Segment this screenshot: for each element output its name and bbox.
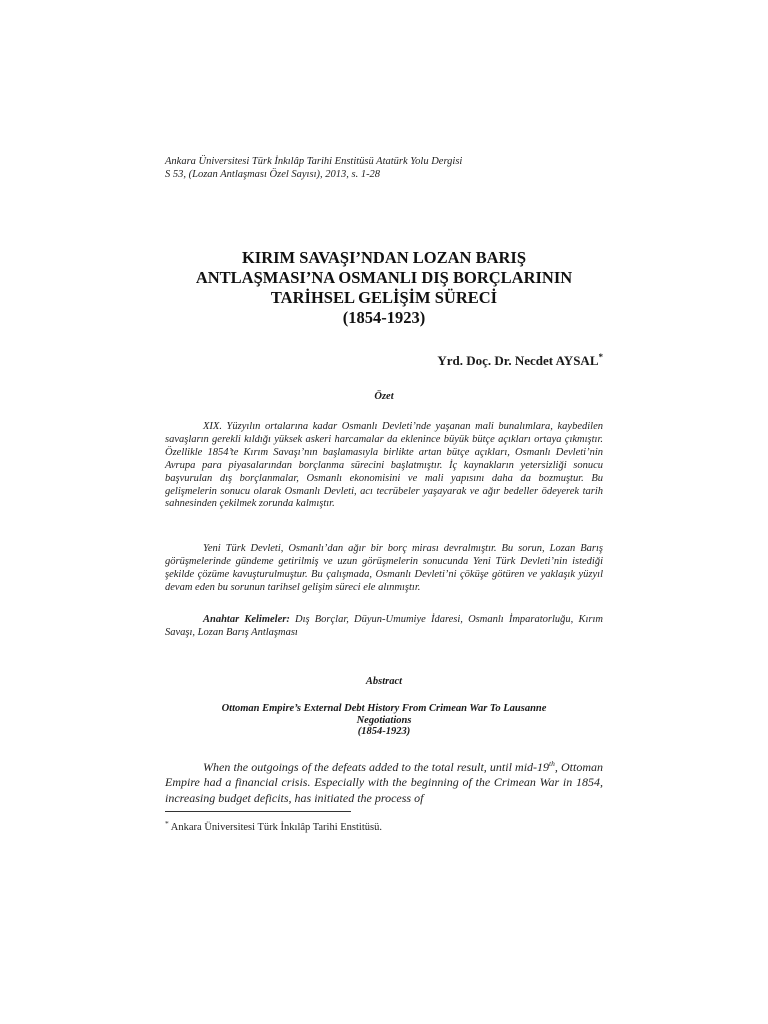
english-title-line-1: Ottoman Empire’s External Debt History From Crimean War To Lausanne [221,703,547,714]
author-line [165,352,603,369]
article-title [165,248,603,328]
footnote [165,817,603,834]
ozet-paragraph-1-text: XIX. Yüzyılın ortalarına kadar Osmanlı Devleti’nde yaşanan mali bunalımlara, kaybedilen savaşların gerekli kıldığı yüksek askeri harcamalar da eklenince büyük bütçe açıkları ortaya çıkmıştır. Özellikle 1854’te Kırım Savaşı’nın başlamasıyla birlikte artan bütçe açıkları, Osmanlı Devleti’nin Avrupa para piyasalarından borçlanma sürecini başlatmıştır. İç kaynakların yetersizliği sonucu başvurulan dış borçlanmalar, Osmanlı ekonomisini ve mali yapısını daha da bozmuştur. Bu gelişmelerin sonucu olarak Osmanlı Devleti, acı tecrübeler yaşayarak ve ağır bedeller ödeyerek tarih sahnesinden çekilmek zorunda kalmıştır. [165,421,603,510]
abstract-superscript: th [549,759,555,768]
keywords-text [165,614,603,640]
keywords-paragraph [165,614,603,640]
ozet-heading: Özet [374,391,394,402]
keywords-list: Dış Borçlar, Düyun-Umumiye İdaresi, Osmanlı İmparatorluğu, Kırım Savaşı, Lozan Barış Antlaşması [165,614,603,638]
author-footnote-marker: * [598,352,603,362]
ozet-paragraph-2 [165,543,603,595]
journal-name: Ankara Üniversitesi Türk İnkılâp Tarihi Enstitüsü Atatürk Yolu Dergisi [165,156,463,167]
abstract-body [165,756,603,806]
abstract-text-part-2: , Ottoman Empire had a financial crisis. Especially with the beginning of the Crimean War in 1854, increasing budget deficits, has initiated the process of [165,760,604,805]
journal-header [165,155,603,181]
author-name: Yrd. Doç. Dr. Necdet AYSAL [437,353,599,368]
title-line-1: KIRIM SAVAŞI’NDAN LOZAN BARIŞ [241,248,527,267]
abstract-heading: Abstract [365,676,403,687]
title-line-3: TARİHSEL GELİŞİM SÜRECİ [270,288,498,307]
footnote-text: Ankara Üniversitesi Türk İnkılâp Tarihi Enstitüsü. [168,822,382,833]
english-title [165,703,603,738]
english-title-line-2: Negotiations [356,714,412,726]
abstract-paragraph [165,756,603,806]
keywords-label: Anahtar Kelimeler: [203,614,290,625]
abstract-text-part-1: When the outgoings of the defeats added to the total result, until mid-19 [203,760,550,774]
ozet-paragraph-2-text: Yeni Türk Devleti, Osmanlı’dan ağır bir borç mirası devralmıştır. Bu sorun, Lozan Barış görüşmelerinde gündeme getirilmiş ve uzun görüşmelerin sonucunda Yeni Türk Devleti’nin istediği şekilde çözüme kavuşturulmuştur. Bu çalışmada, Osmanlı Devleti’ni çöküşe götüren ve yaklaşık yüzyıl devam eden bu sorunun tarihsel gelişim süreci ele alınmıştır. [165,543,603,593]
ozet-paragraph-1 [165,421,603,511]
english-title-line-3: (1854-1923) [357,726,411,737]
footnote-marker: * [165,819,169,828]
title-line-2: ANTLAŞMASI’NA OSMANLI DIŞ BORÇLARININ [195,268,573,287]
title-line-4: (1854-1923) [342,308,426,327]
footnote-divider [165,811,351,812]
journal-issue: S 53, (Lozan Antlaşması Özel Sayısı), 2013, s. 1-28 [165,169,381,180]
